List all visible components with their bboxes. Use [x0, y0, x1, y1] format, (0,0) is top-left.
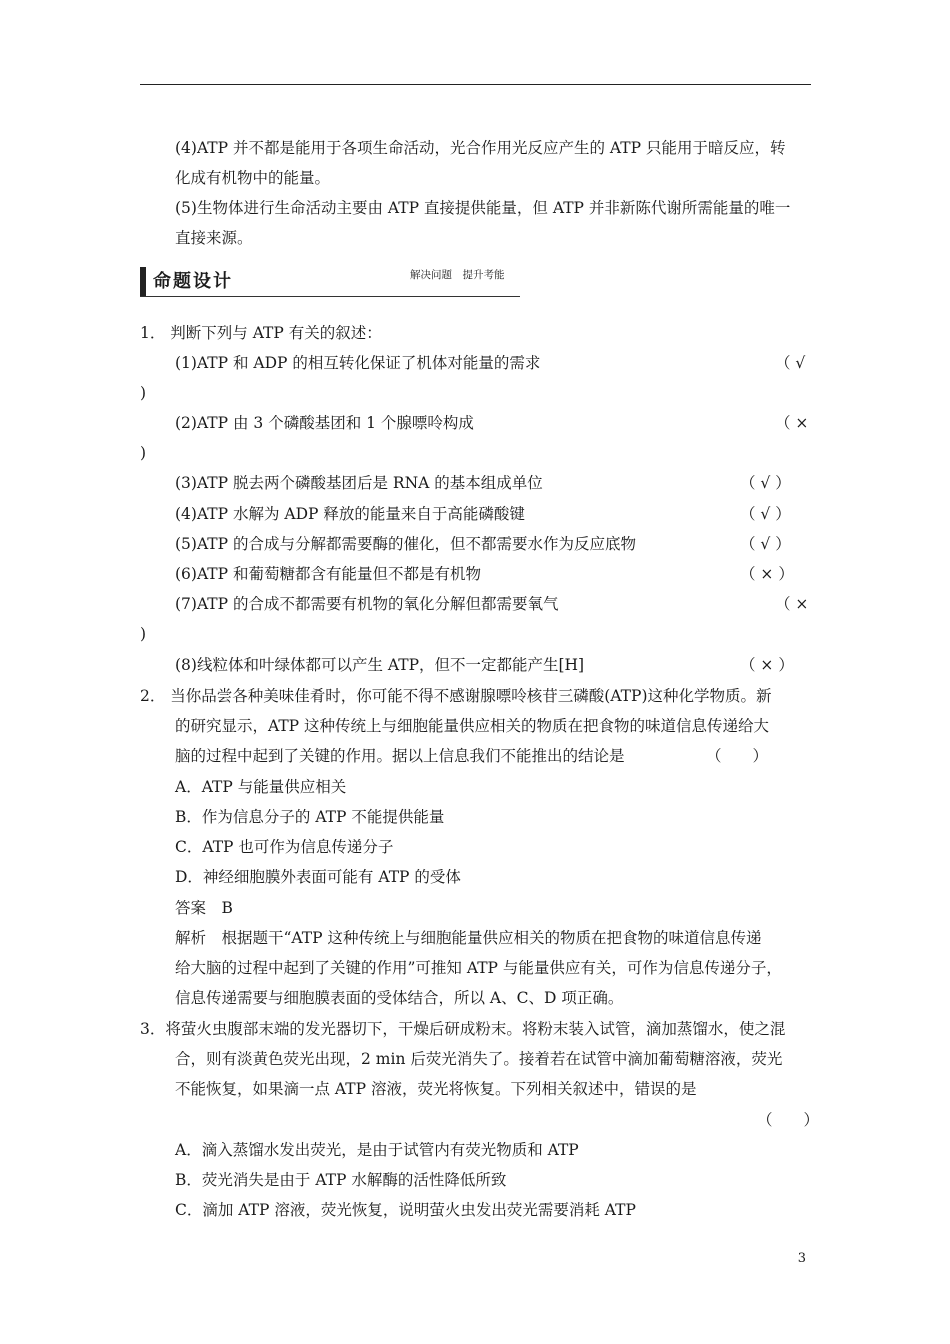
q1-item-5: (5)ATP 的合成与分解都需要酶的催化，但不都需要水作为反应底物 [175, 535, 636, 553]
q3-option-c: C．滴加 ATP 溶液，荧光恢复，说明萤火虫发出荧光需要消耗 ATP [175, 1201, 636, 1219]
q1-item-3: (3)ATP 脱去两个磷酸基团后是 RNA 的基本组成单位 [175, 474, 543, 492]
q3-answer-blank: （ ） [757, 1111, 820, 1129]
section-subtitle: 解决问题 提升考能 [410, 269, 505, 281]
section-title: 命题设计 [153, 271, 233, 292]
q2-option-c: C．ATP 也可作为信息传递分子 [175, 838, 394, 856]
q3-stem-line-3: 不能恢复，如果滴一点 ATP 溶液，荧光将恢复。下列相关叙述中，错误的是 [175, 1080, 697, 1098]
q2-stem-line-2: 的研究显示，ATP 这种传统上与细胞能量供应相关的物质在把食物的味道信息传递给大 [175, 717, 770, 735]
section-bar [140, 267, 146, 297]
q1-item-3-mark: （ √ ） [740, 474, 791, 492]
q2-option-b: B．作为信息分子的 ATP 不能提供能量 [175, 808, 445, 826]
header-rule [140, 84, 811, 85]
section-underline [140, 296, 520, 297]
q1-item-8: (8)线粒体和叶绿体都可以产生 ATP，但不一定都能产生[H] [175, 656, 585, 674]
q1-item-7: (7)ATP 的合成不都需要有机物的氧化分解但都需要氧气 [175, 595, 559, 613]
q1-item-1-mark: （ √ [775, 354, 806, 372]
q1-item-2-wrap: ) [140, 444, 147, 462]
q1-item-4: (4)ATP 水解为 ADP 释放的能量来自于高能磷酸键 [175, 505, 525, 523]
q1-item-4-mark: （ √ ） [740, 505, 791, 523]
q2-stem-line-1: 2． 当你品尝各种美味佳肴时，你可能不得不感谢腺嘌呤核苷三磷酸(ATP)这种化学物质。新 [140, 687, 772, 705]
q3-stem-line-1: 3．将萤火虫腹部末端的发光器切下，干燥后研成粉末。将粉末装入试管，滴加蒸馏水，使之混 [140, 1020, 786, 1038]
q1-item-1-wrap: ) [140, 384, 147, 402]
q2-answer-blank: （ ） [706, 747, 769, 765]
q2-answer: 答案 B [175, 899, 233, 917]
q2-analysis-line-1: 解析 根据题干“ATP 这种传统上与细胞能量供应相关的物质在把食物的味道信息传递 [175, 929, 762, 947]
intro-note-line-2: 化成有机物中的能量。 [175, 169, 331, 187]
q1-item-7-wrap: ) [140, 625, 147, 643]
q2-option-a: A．ATP 与能量供应相关 [175, 778, 347, 796]
q3-option-b: B．荧光消失是由于 ATP 水解酶的活性降低所致 [175, 1171, 507, 1189]
q2-analysis-line-3: 信息传递需要与细胞膜表面的受体结合，所以 A、C、D 项正确。 [175, 989, 624, 1007]
q3-stem-line-2: 合，则有淡黄色荧光出现，2 min 后荧光消失了。接着若在试管中滴加葡萄糖溶液，荧光 [175, 1050, 783, 1068]
section-heading [140, 263, 520, 297]
q2-analysis-line-2: 给大脑的过程中起到了关键的作用”可推知 ATP 与能量供应有关，可作为信息传递分子， [175, 959, 782, 977]
q1-item-2: (2)ATP 由 3 个磷酸基团和 1 个腺嘌呤构成 [175, 414, 474, 432]
q1-item-7-mark: （ × [775, 595, 809, 613]
q1-item-6-mark: （ × ） [740, 565, 794, 583]
q2-option-d: D．神经细胞膜外表面可能有 ATP 的受体 [175, 868, 461, 886]
q1-item-1: (1)ATP 和 ADP 的相互转化保证了机体对能量的需求 [175, 354, 541, 372]
intro-note-line-3: (5)生物体进行生命活动主要由 ATP 直接提供能量，但 ATP 并非新陈代谢所需能量的唯一 [175, 199, 791, 217]
q1-item-8-mark: （ × ） [740, 656, 794, 674]
q1-item-6: (6)ATP 和葡萄糖都含有能量但不都是有机物 [175, 565, 481, 583]
q1-item-2-mark: （ × [775, 414, 809, 432]
q3-option-a: A．滴入蒸馏水发出荧光，是由于试管内有荧光物质和 ATP [175, 1141, 579, 1159]
page-number: 3 [797, 1251, 806, 1266]
intro-note-line-4: 直接来源。 [175, 229, 253, 247]
q1-item-5-mark: （ √ ） [740, 535, 791, 553]
intro-note-line-1: (4)ATP 并不都是能用于各项生命活动，光合作用光反应产生的 ATP 只能用于暗反应，转 [175, 139, 786, 157]
q2-stem-line-3: 脑的过程中起到了关键的作用。据以上信息我们不能推出的结论是 [175, 747, 625, 765]
q1-stem: 1． 判断下列与 ATP 有关的叙述： [140, 324, 382, 342]
